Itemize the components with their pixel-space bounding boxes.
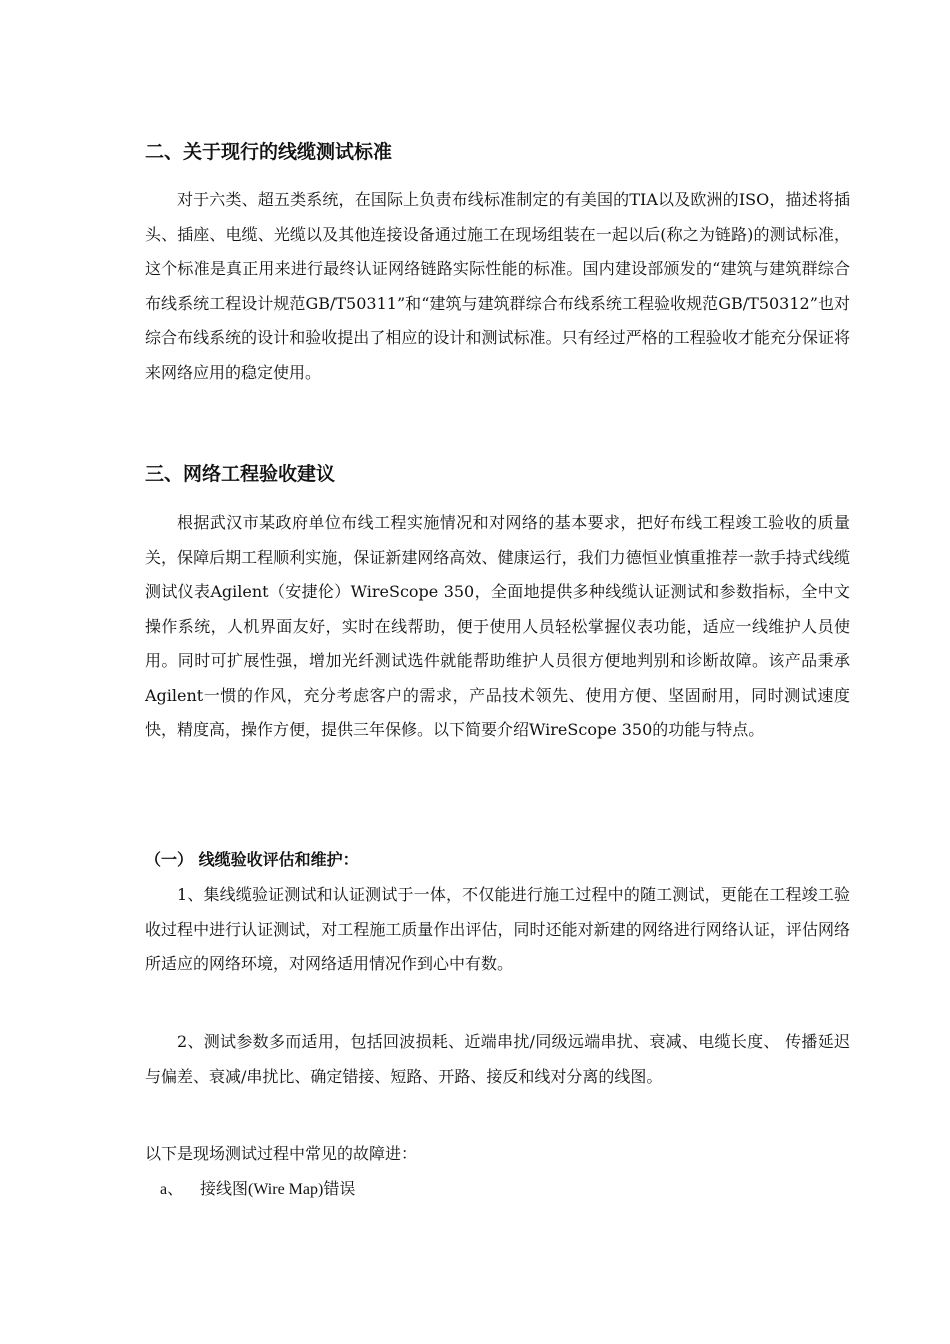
paragraph-testing-standards: 对于六类、超五类系统，在国际上负责布线标准制定的有美国的TIA以及欧洲的ISO，描述将插头、插座、电缆、光缆以及其他连接设备通过施工在现场组装在一起以后(称之为链路)的测试标准，这个标准是真正用来进行最终认证网络链路实际性能的标准。国内建设部颁发的“建筑与建筑群综合布线系统工程设计规范GB/T50311”和“建筑与建筑群综合布线系统工程验收规范GB/T50312”也对综合布线系统的设计和验收提出了相应的设计和测试标准。只有经过严格的工程验收才能充分保证将来网络应用的稳定使用。 — [145, 190, 850, 382]
section-heading-acceptance-advice: 三、网络工程验收建议 — [145, 463, 336, 485]
paragraph-acceptance-advice: 根据武汉市某政府单位布线工程实施情况和对网络的基本要求，把好布线工程竣工验收的质量关，保障后期工程顺利实施，保证新建网络高效、健康运行，我们力德恒业慎重推荐一款手持式线缆测试仪表Agilent（安捷伦）WireScope 350，全面地提供多种线缆认证测试和参数指标，全中文操作系统，人机界面友好，实时在线帮助，便于使用人员轻松掌握仪表功能，适应一线维护人员使用。同时可扩展性强，增加光纤测试选件就能帮助维护人员很方便地判别和诊断故障。该产品秉承Agilent一惯的作风，充分考虑客户的需求，产品技术领先、使用方便、坚固耐用，同时测试速度快，精度高，操作方便，提供三年保修。以下简要介绍WireScope 350的功能与特点。 — [145, 513, 850, 739]
subsection-heading-cable-acceptance: （一） 线缆验收评估和维护： — [145, 850, 359, 869]
fault-item-a — [160, 1176, 355, 1204]
fault-item-a-marker: a、 — [160, 1181, 184, 1198]
faults-intro: 以下是现场测试过程中常见的故障进： — [145, 1144, 418, 1163]
list-item-2: 2、测试参数多而适用，包括回波损耗、近端串扰/同级远端串扰、衰减、电缆长度、 传播延迟与偏差、衰减/串扰比、确定错接、短路、开路、接反和线对分离的线图。 — [145, 1032, 850, 1086]
list-item-1: 1、集线缆验证测试和认证测试于一体，不仅能进行施工过程中的随工测试，更能在工程竣工验收过程中进行认证测试，对工程施工质量作出评估，同时还能对新建的网络进行网络认证，评估网络所适应的网络环境，对网络适用情况作到心中有数。 — [145, 885, 850, 973]
section-heading-testing-standards: 二、关于现行的线缆测试标准 — [145, 141, 393, 163]
fault-item-a-text: 接线图(Wire Map)错误 — [200, 1181, 356, 1198]
